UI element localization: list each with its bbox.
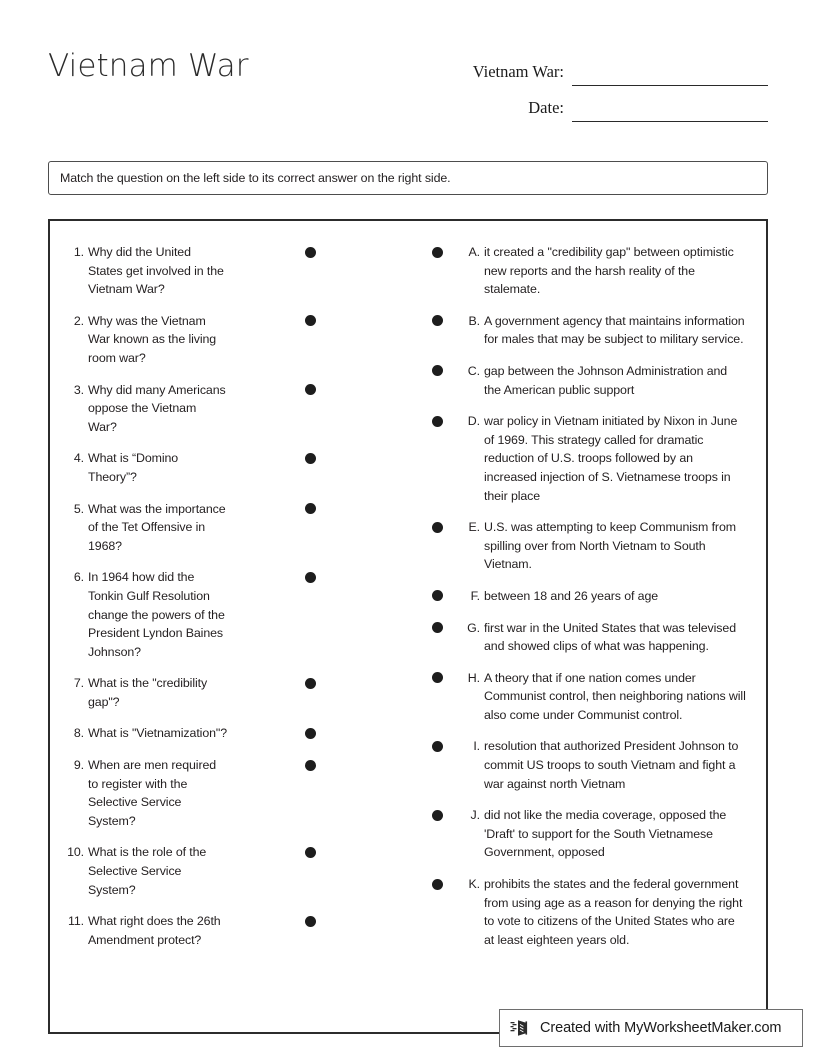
question-connector-dot[interactable] [305, 453, 316, 464]
answer-connector-dot[interactable] [432, 672, 443, 683]
question-body: Why did many Americans oppose the Vietnam War? [88, 382, 226, 434]
question-item [66, 724, 316, 743]
instructions-box [48, 161, 768, 195]
answer-letter: G. [467, 620, 480, 635]
answer-body: resolution that authorized President Johnson to commit US troops to south Vietnam and fight a war against north Vietnam [484, 739, 739, 791]
question-number: 4. [73, 451, 84, 466]
answer-item [432, 806, 754, 862]
answer-item [432, 518, 754, 574]
answer-item [432, 669, 754, 725]
answer-text-wrap [465, 806, 747, 862]
answer-text-wrap [465, 737, 747, 793]
answer-letter: F. [470, 588, 480, 603]
question-item [66, 756, 316, 830]
question-text-wrap [66, 674, 228, 711]
answer-text-wrap [465, 412, 747, 505]
answer-letter: E. [468, 520, 480, 535]
question-body: What is the "credibility gap"? [88, 676, 208, 709]
answer-letter: K. [468, 877, 480, 892]
header-field-date-label: Date: [528, 98, 564, 117]
header-field-date [446, 86, 768, 122]
question-body: Why was the Vietnam War known as the living room war? [88, 313, 217, 365]
question-connector-dot[interactable] [305, 572, 316, 583]
matching-exercise-box [48, 219, 768, 1034]
question-number: 6. [73, 570, 84, 585]
answer-body: U.S. was attempting to keep Communism from spilling over from North Vietnam to South Vietnam. [484, 520, 736, 572]
question-item [66, 500, 316, 556]
answer-body: A government agency that maintains information for males that may be subject to military service. [484, 313, 745, 347]
answers-column [432, 243, 754, 962]
question-number: 3. [73, 382, 84, 397]
header-field-name-input[interactable] [572, 61, 768, 86]
answer-body: did not like the media coverage, opposed the 'Draft' to support for the South Vietnamese Government, opposed [484, 808, 727, 860]
questions-column [66, 243, 316, 962]
answer-body: first war in the United States that was televised and showed clips of what was happening. [484, 620, 736, 654]
question-number: 7. [73, 676, 84, 691]
answer-connector-dot[interactable] [432, 879, 443, 890]
question-connector-dot[interactable] [305, 384, 316, 395]
header-field-date-input[interactable] [572, 97, 768, 122]
answer-item [432, 312, 754, 349]
question-number: 2. [73, 313, 84, 328]
answer-text-wrap [465, 518, 747, 574]
answer-item [432, 243, 754, 299]
question-text-wrap [66, 724, 228, 743]
answer-text-wrap [465, 587, 747, 606]
header-field-name-label: Vietnam War: [472, 62, 564, 81]
question-number: 11. [67, 914, 84, 929]
question-number: 10. [67, 845, 84, 860]
answer-text-wrap [465, 243, 747, 299]
question-number: 9. [73, 758, 84, 773]
question-item [66, 381, 316, 437]
answer-item [432, 587, 754, 606]
answer-connector-dot[interactable] [432, 416, 443, 427]
question-number: 8. [73, 726, 84, 741]
answer-connector-dot[interactable] [432, 741, 443, 752]
answer-body: A theory that if one nation comes under Communist control, then neighboring nations will also come under Communist control. [484, 670, 746, 722]
answer-item [432, 875, 754, 949]
answer-connector-dot[interactable] [432, 522, 443, 533]
answer-connector-dot[interactable] [432, 365, 443, 376]
answer-connector-dot[interactable] [432, 622, 443, 633]
question-text-wrap [66, 243, 228, 299]
answer-body: between 18 and 26 years of age [484, 588, 659, 603]
question-connector-dot[interactable] [305, 315, 316, 326]
question-body: What is "Vietnamization"? [88, 726, 227, 741]
question-item [66, 674, 316, 711]
question-text-wrap [66, 500, 228, 556]
answer-letter: J. [470, 808, 480, 823]
question-number: 1. [73, 245, 84, 259]
question-connector-dot[interactable] [305, 678, 316, 689]
question-text-wrap [66, 912, 228, 949]
question-body: When are men required to register with the Selective Service System? [88, 758, 217, 828]
question-text-wrap [66, 843, 228, 899]
answer-letter: H. [467, 670, 480, 685]
answer-text-wrap [465, 312, 747, 349]
page-header [48, 46, 768, 136]
question-connector-dot[interactable] [305, 847, 316, 858]
question-text-wrap [66, 756, 228, 830]
question-body: In 1964 how did the Tonkin Gulf Resolution change the powers of the President Lyndon Baines Johnson? [88, 570, 225, 659]
answer-body: prohibits the states and the federal government from using age as a reason for denying the right to vote to citizens of the United States who are at least eighteen years old. [484, 877, 743, 947]
question-text-wrap [66, 449, 228, 486]
question-connector-dot[interactable] [305, 247, 316, 258]
question-item [66, 912, 316, 949]
matching-columns [50, 221, 766, 1032]
answer-item [432, 412, 754, 505]
question-text-wrap [66, 568, 228, 661]
page-title: Vietnam War [48, 48, 249, 84]
question-number: 5. [73, 501, 84, 516]
question-item [66, 843, 316, 899]
question-body: What was the importance of the Tet Offensive in 1968? [88, 501, 226, 553]
question-item [66, 568, 316, 661]
question-body: What right does the 26th Amendment protect? [88, 914, 221, 947]
answer-text-wrap [465, 669, 747, 725]
answer-connector-dot[interactable] [432, 810, 443, 821]
answer-item [432, 619, 754, 656]
answer-item [432, 737, 754, 793]
answer-body: gap between the Johnson Administration and the American public support [484, 363, 728, 397]
question-connector-dot[interactable] [305, 503, 316, 514]
watermark-text: Created with MyWorksheetMaker.com [540, 1020, 782, 1036]
answer-body: war policy in Vietnam initiated by Nixon in June of 1969. This strategy called for dramatic reduction of U.S. troops followed by an increased injection of S. Vietnamese troops in their place [484, 414, 738, 503]
answer-letter: I. [473, 739, 480, 754]
watermark-badge[interactable] [499, 1009, 803, 1047]
question-item [66, 243, 316, 299]
answer-connector-dot[interactable] [432, 590, 443, 601]
question-connector-dot[interactable] [305, 760, 316, 771]
header-fields [446, 50, 768, 122]
answer-text-wrap [465, 362, 747, 399]
answer-item [432, 362, 754, 399]
answer-text-wrap [465, 619, 747, 656]
answer-letter: A. [468, 245, 480, 259]
question-item [66, 312, 316, 368]
instructions-text: Match the question on the left side to its correct answer on the right side. [60, 171, 451, 185]
worksheet-maker-logo-icon [510, 1017, 532, 1039]
answer-text-wrap [465, 875, 747, 949]
answer-letter: C. [467, 363, 480, 378]
question-text-wrap [66, 312, 228, 368]
question-connector-dot[interactable] [305, 728, 316, 739]
answer-letter: B. [468, 313, 480, 328]
answer-connector-dot[interactable] [432, 247, 443, 258]
question-item [66, 449, 316, 486]
question-connector-dot[interactable] [305, 916, 316, 927]
answer-connector-dot[interactable] [432, 315, 443, 326]
question-text-wrap [66, 381, 228, 437]
header-field-name [446, 50, 768, 86]
answer-letter: D. [467, 414, 480, 429]
answer-body: it created a "credibility gap" between optimistic new reports and the harsh reality of the stalemate. [484, 245, 734, 297]
question-body: Why did the United States get involved in the Vietnam War? [88, 245, 224, 297]
question-body: What is “Domino Theory”? [88, 451, 179, 484]
question-body: What is the role of the Selective Service System? [88, 845, 207, 897]
